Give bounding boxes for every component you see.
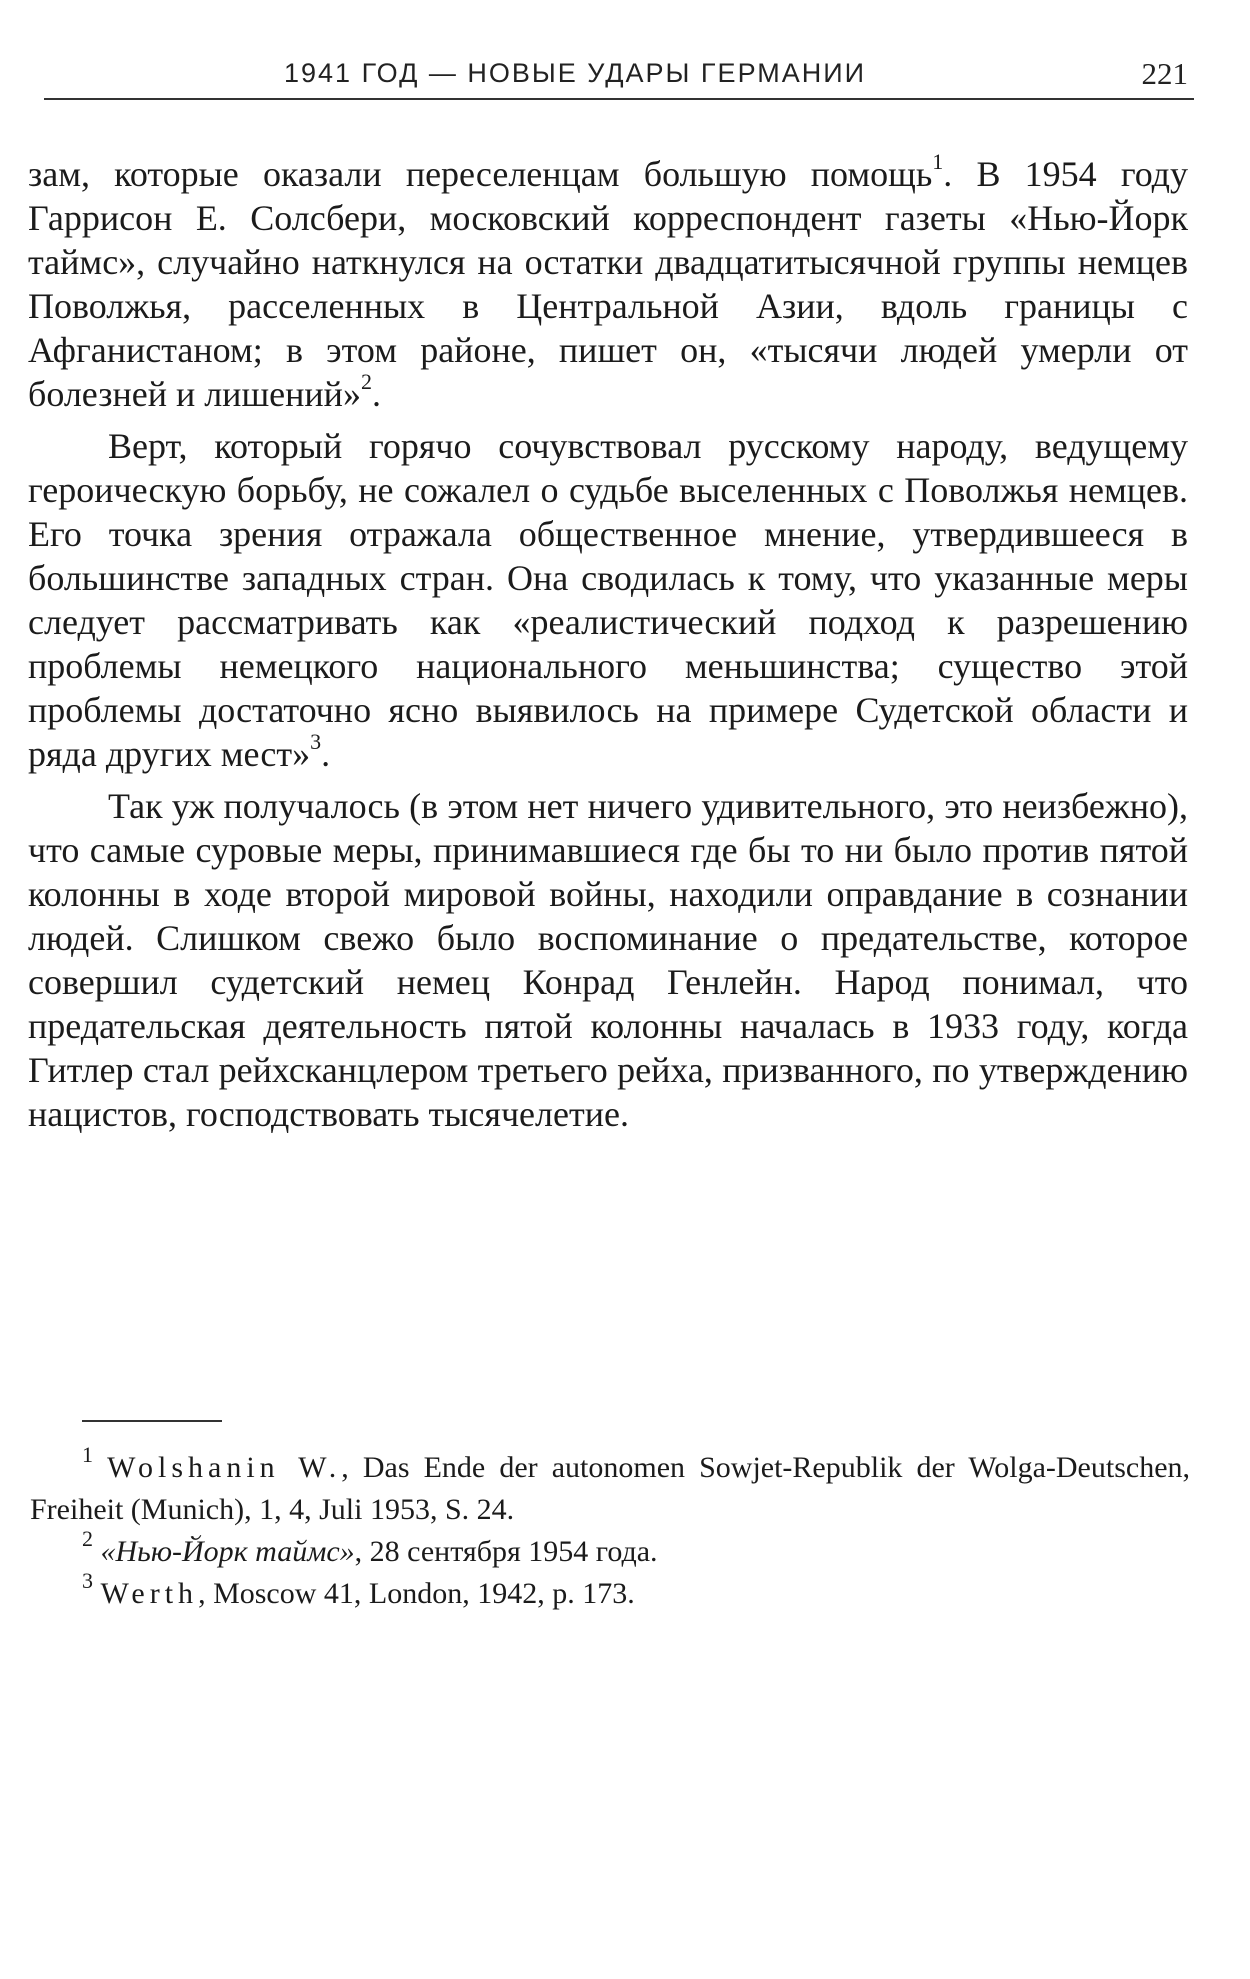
- footnote-3: [30, 1568, 1190, 1615]
- running-title: 1941 ГОД — НОВЫЕ УДАРЫ ГЕРМАНИИ: [284, 58, 867, 88]
- footnotes: [30, 1442, 1191, 1615]
- footnote-ref-1: 1: [932, 149, 944, 174]
- page-number: 221: [1141, 56, 1188, 91]
- header-rule: [44, 98, 1194, 100]
- footnote-rule: [82, 1420, 222, 1422]
- paragraph-1: [28, 149, 1188, 416]
- paragraph-1-text: зам, которые оказали переселенцам большую помощь: [28, 154, 933, 194]
- paragraph-1-end: .: [371, 374, 381, 414]
- footnote-1-text: , Das Ende der autonomen Sowjet-Republik der Wolga-Deutschen, Freiheit (Munich), 1, 4, Juli 1953, S. 24.: [30, 1451, 1191, 1526]
- footnote-3-text: , Moscow 41, London, 1942, p. 173.: [198, 1577, 635, 1610]
- footnote-2-source: «Нью-Йорк таймс»: [100, 1535, 355, 1568]
- paragraph-2-tail: .: [321, 734, 331, 774]
- footnote-2: [30, 1526, 1190, 1573]
- paragraph-2: [28, 424, 1188, 776]
- paragraph-2-text: Верт, который горячо сочувствовал русскому народу, ведущему героическую борьбу, не сожалел о судьбе выселенных с Поволжья немцев. Его точка зрения отражала общественное мнение, утвердившееся в большинстве западных стран. Она сводилась к тому, что указанные меры следует рассматривать как «реалистический подход к разрешению проблемы немецкого национального меньшинства; существо этой проблемы достаточно ясно выявилось на примере Судетской области и ряда других мест»: [28, 426, 1188, 774]
- running-head: [44, 52, 1194, 98]
- paragraph-1-tail: . В 1954 году Гаррисон Е. Солсбери, московский корреспондент газеты «Нью-Йорк таймс», случайно наткнулся на остатки двадцатитысячной группы немцев Поволжья, расселенных в Центральной Азии, вдоль границы с Афганистаном; в этом районе, пишет он, «тысячи людей умерли от болезней и лишений»: [28, 154, 1188, 414]
- paragraph-3: [28, 784, 1188, 1136]
- footnote-3-author: Werth: [100, 1577, 199, 1610]
- footnote-ref-2: 2: [360, 369, 372, 394]
- footnote-1-author: Wolshanin W.: [107, 1451, 342, 1484]
- paragraph-3-text: Так уж получалось (в этом нет ничего удивительного, это неизбежно), что самые суровые меры, принимавшиеся где бы то ни было против пятой колонны в ходе второй мировой войны, находили оправдание в сознании людей. Слишком свежо было воспоминание о предательстве, которое совершил судетский немец Конрад Генлейн. Народ понимал, что предательская деятельность пятой колонны началась в 1933 году, когда Гитлер стал рейхсканцлером третьего рейха, призванного, по утверждению нацистов, господствовать тысячелетие.: [28, 786, 1188, 1134]
- footnote-3-mark: 3: [82, 1568, 93, 1593]
- footnote-1-mark: 1: [82, 1442, 93, 1467]
- footnote-1: [30, 1442, 1191, 1531]
- footnote-2-mark: 2: [82, 1526, 93, 1551]
- footnote-2-text: , 28 сентября 1954 года.: [354, 1535, 658, 1568]
- footnote-ref-3: 3: [310, 729, 322, 754]
- main-text: [28, 149, 1188, 1144]
